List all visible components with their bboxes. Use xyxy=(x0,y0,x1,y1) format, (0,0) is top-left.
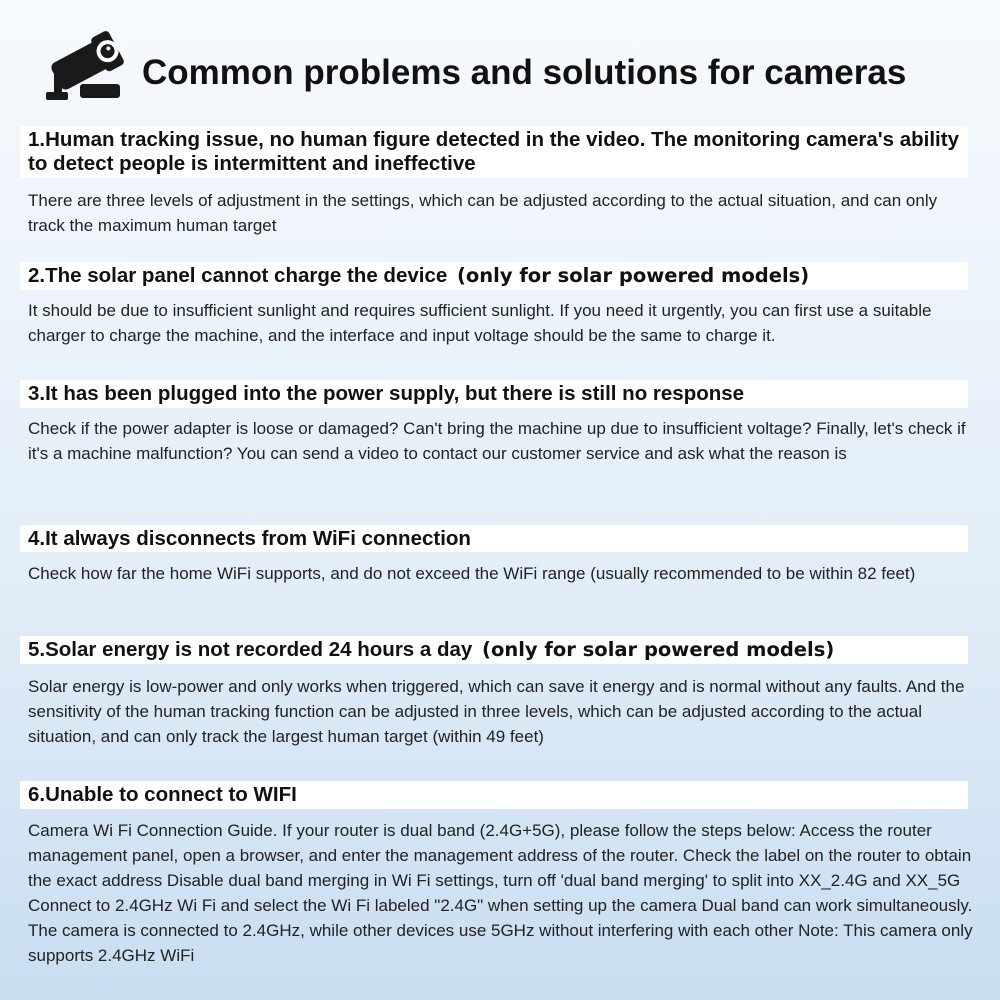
section-3-heading: 3.It has been plugged into the power supply, but there is still no response xyxy=(28,382,745,405)
section-6-heading-band xyxy=(20,781,968,809)
section-1-heading: 1.Human tracking issue, no human figure detected in the video. The monitoring camera's ability to detect people is intermittent and ineffective xyxy=(28,128,959,175)
camera-logo xyxy=(40,22,126,104)
section-5-note: (only for solar powered models) xyxy=(482,638,835,661)
section-2-heading-row xyxy=(28,264,960,288)
security-camera-icon xyxy=(40,22,126,104)
section-5-heading-band xyxy=(20,636,968,664)
section-6-body: Camera Wi Fi Connection Guide. If your router is dual band (2.4G+5G), please follow the steps below: Access the router management panel, open a browser, and enter the management address of the router. Check the label on the router to obtain the exact address Disable dual band merging in Wi Fi settings, turn off 'dual band merging' to split into XX_2.4G and XX_5G Connect to 2.4GHz Wi Fi and select the Wi Fi labeled "2.4G" when setting up the camera Dual band can work simultaneously. The camera is connected to 2.4GHz, while other devices use 5GHz without interfering with each other Note: This camera only supports 2.4GHz WiFi xyxy=(28,821,973,965)
section-2-body: It should be due to insufficient sunlight and requires sufficient sunlight. If you need it urgently, you can first use a suitable charger to charge the machine, and the interface and input voltage should be the same to charge it. xyxy=(28,301,932,345)
section-2-heading: 2.The solar panel cannot charge the device xyxy=(28,264,448,287)
section-1-body: There are three levels of adjustment in the settings, which can be adjusted according to the actual situation, and can only track the maximum human target xyxy=(28,191,938,235)
section-5-body: Solar energy is low-power and only works when triggered, which can save it energy and is normal without any faults. And the sensitivity of the human tracking function can be adjusted in three levels, which can be adjusted according to the actual situation, and can only track the largest human target (within 49 feet) xyxy=(28,677,965,746)
section-3-heading-band xyxy=(20,380,968,408)
section-4-body: Check how far the home WiFi supports, and do not exceed the WiFi range (usually recommended to be within 82 feet) xyxy=(28,564,916,583)
section-1-heading-band xyxy=(20,126,968,178)
section-6-heading: 6.Unable to connect to WIFI xyxy=(28,783,297,806)
section-5-heading: 5.Solar energy is not recorded 24 hours a day xyxy=(28,638,473,661)
section-2-note: (only for solar powered models) xyxy=(456,264,810,287)
section-3-body: Check if the power adapter is loose or damaged? Can't bring the machine up due to insufficient voltage? Finally, let's check if it's a machine malfunction? You can send a video to contact our customer service and ask what the reason is xyxy=(28,419,966,463)
page-title: Common problems and solutions for cameras xyxy=(142,53,907,92)
section-4-heading: 4.It always disconnects from WiFi connection xyxy=(28,527,471,550)
section-2-heading-band xyxy=(20,262,968,290)
section-5-heading-row xyxy=(28,638,960,662)
section-4-heading-band xyxy=(20,525,968,552)
